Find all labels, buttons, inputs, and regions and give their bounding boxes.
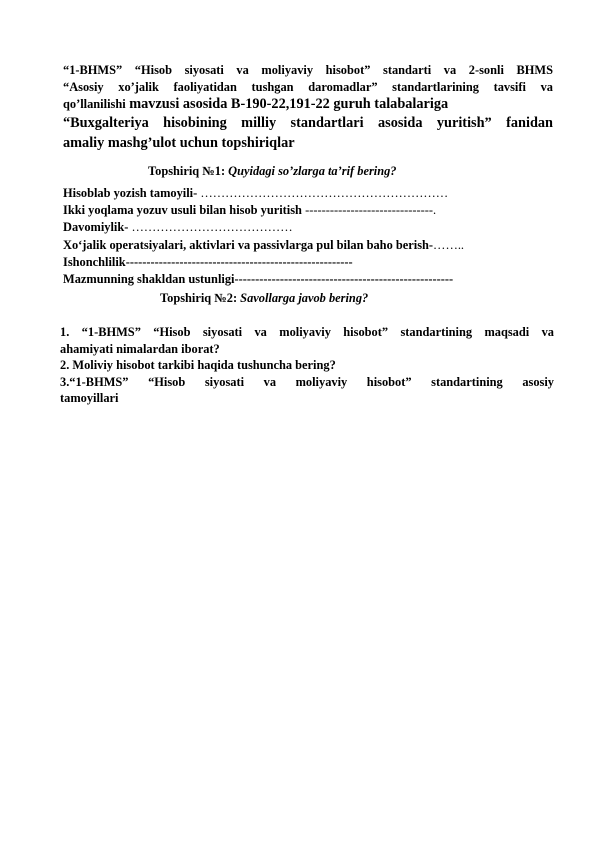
intro-heading <box>63 62 553 153</box>
definition-blank[interactable]: …….. <box>433 237 465 252</box>
definition-term: Davomiylik- <box>63 220 132 235</box>
task1-instruction: Quyidagi so’zlarga ta’rif bering? <box>228 164 397 178</box>
intro-line-1: “1-BHMS” “Hisob siyosati va moliyaviy hisobot” standarti va 2-sonli BHMS <box>63 63 553 77</box>
intro-line-3-prefix: qo’llanilishi <box>63 97 126 111</box>
intro-line-2: “Asosiy xo’jalik faoliyatidan tushgan daromadlar” standartlarining tavsifi va <box>63 80 553 94</box>
definitions-list <box>63 185 553 288</box>
definition-row <box>63 254 553 271</box>
definition-blank[interactable]: ------------------------------------------------------- <box>125 254 353 269</box>
task1-label: Topshiriq №1: <box>148 164 229 178</box>
definition-row <box>63 271 553 288</box>
definition-row <box>63 219 553 236</box>
definition-blank[interactable]: -------------------------------. <box>305 203 437 218</box>
definition-row <box>63 202 553 219</box>
task2-label: Topshiriq №2: <box>160 291 241 305</box>
task2-title <box>160 291 368 306</box>
definition-blank[interactable]: ………………………………… <box>131 220 293 235</box>
question-3-line-1: 3.“1-BHMS” “Hisob siyosati va moliyaviy hisobot” standartining asosiy <box>60 374 554 389</box>
questions-list <box>60 324 554 407</box>
question-1-line-2: ahamiyati nimalardan iborat? <box>60 341 220 356</box>
question-2: 2. Moliviy hisobot tarkibi haqida tushuncha bering? <box>60 358 336 373</box>
intro-line-5: amaliy mashg’ulot uchun topshiriqlar <box>63 135 295 151</box>
definition-row <box>63 237 553 254</box>
definition-blank[interactable]: …………………………………………………… <box>200 186 449 200</box>
definition-term: Ikki yoqlama yozuv usuli bilan hisob yuritish <box>63 203 306 218</box>
intro-line-4: “Buxgalteriya hisobining milliy standartlari asosida yuritish” fanidan <box>63 115 553 131</box>
definition-term: Ishonchlilik <box>63 254 126 269</box>
definition-row <box>63 185 553 202</box>
question-3-line-2: tamoyillari <box>60 391 119 406</box>
definition-blank[interactable]: ----------------------------------------------------- <box>234 272 454 287</box>
definition-term: Xo‘jalik operatsiyalari, aktivlari va passivlarga pul bilan baho berish- <box>63 237 434 252</box>
intro-line-3-topic: mavzusi asosida B-190-22,191-22 guruh talabalariga <box>125 96 449 112</box>
question-1-line-1: 1. “1-BHMS” “Hisob siyosati va moliyaviy hisobot” standartining maqsadi va <box>60 325 554 339</box>
definition-term: Mazmunning shakldan ustunligi <box>63 272 235 287</box>
task2-instruction: Savollarga javob bering? <box>240 291 369 305</box>
task1-title <box>148 164 397 179</box>
definition-term: Hisoblab yozish tamoyili- <box>63 186 201 200</box>
intro-line-3 <box>63 96 553 113</box>
